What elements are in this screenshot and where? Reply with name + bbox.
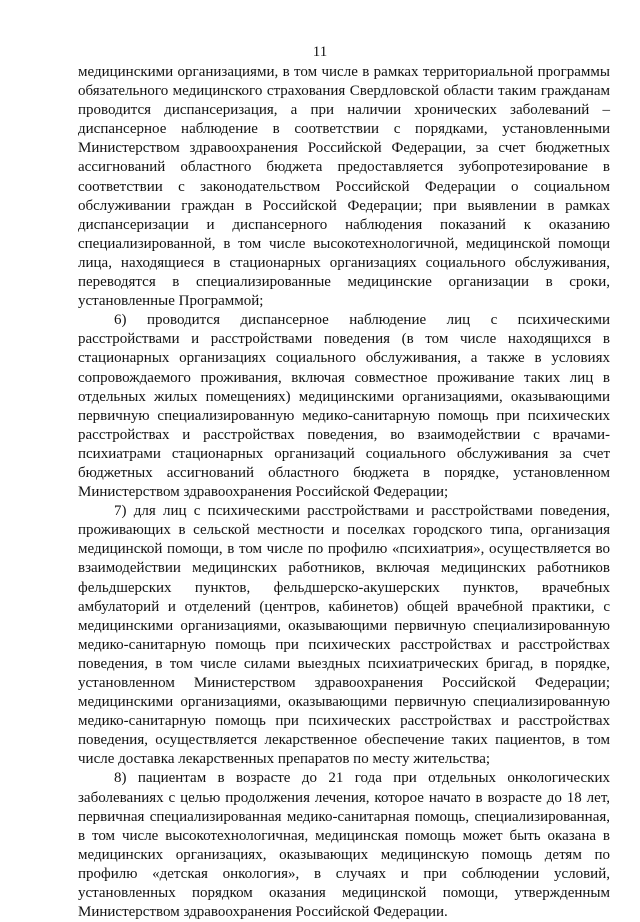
document-body — [78, 63, 610, 922]
paragraph-item-8: 8) пациентам в возрасте до 21 года при отдельных онкологических заболеваниях с целью продолжения лечения, которое начато в возрасте до 18 лет, первичная специализированная медико-санитарная помощь, специализированная, в том числе высокотехнологичная, медицинская помощь может быть оказана в медицинских организациях, оказывающих медицинскую помощь детям по профилю «детская онкология», в случаях и при соблюдении условий, установленных порядком оказания медицинской помощи, утвержденным Министерством здравоохранения Российской Федерации. — [78, 770, 610, 921]
page-number: 11 — [312, 44, 328, 60]
paragraph-item-7: 7) для лиц с психическими расстройствами и расстройствами поведения, проживающих в сельской местности и поселках городского типа, организация медицинской помощи, в том числе по профилю «психиатрия», осуществляется во взаимодействии медицинских работников, включая медицинских работников фельдшерских пунктов, фельдшерско-акушерских пунктов, врачебных амбулаторий и отделений (центров, кабинетов) общей врачебной практики, с медицинскими организациями, оказывающими первичную специализированную медико-санитарную помощь при психических расстройствах и расстройствах поведения, в том числе силами выездных психиатрических бригад, в порядке, установленном Министерством здравоохранения Российской Федерации; медицинскими организациями, оказывающими первичную специализированную медико-санитарную помощь при психических расстройствах и расстройствах поведения, осуществляется лекарственное обеспечение таких пациентов, в том числе доставка лекарственных препаратов по месту жительства; — [78, 503, 610, 768]
paragraph-continuation: медицинскими организациями, в том числе в рамках территориальной программы обязательного медицинского страхования Свердловской области таким гражданам проводится диспансеризация, а при наличии хронических заболеваний – диспансерное наблюдение в соответствии с порядками, установленными Министерством здравоохранения Российской Федерации, за счет бюджетных ассигнований областного бюджета предоставляется зубопротезирование в соответствии с законодательством Российской Федерации о социальном обслуживании граждан в Российской Федерации; при выявлении в рамках диспансеризации и диспансерного наблюдения показаний к оказанию специализированной, в том числе высокотехнологичной, медицинской помощи лица, находящиеся в стационарных организациях социального обслуживания, переводятся в специализированные медицинские организации в сроки, установленные Программой; — [78, 64, 610, 310]
paragraph-item-6: 6) проводится диспансерное наблюдение лиц с психическими расстройствами и расстройствами поведения (в том числе находящихся в стационарных организациях социального обслуживания, а также в условиях сопровождаемого проживания, включая совместное проживание таких лиц в отдельных жилых помещениях) медицинскими организациями, оказывающими первичную специализированную медико-санитарную помощь при психических расстройствах и расстройствах поведения, во взаимодействии с врачами-психиатрами стационарных организаций социального обслуживания за счет бюджетных ассигнований областного бюджета в порядке, установленном Министерством здравоохранения Российской Федерации; — [78, 312, 610, 501]
